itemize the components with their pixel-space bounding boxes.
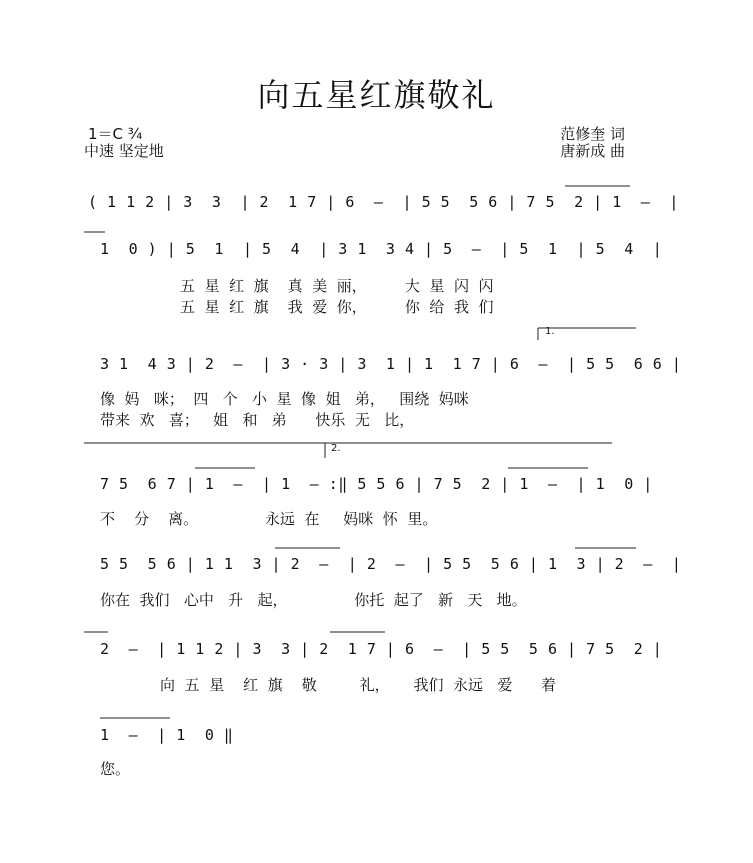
lyricist-credit: 范修奎 词 (560, 125, 625, 143)
lyric-line-3-verse-2: 带来 欢 喜； 姐 和 弟 快乐 无 比， (100, 411, 415, 429)
score-line-4: 7 5 6 7 | 1 – | 1 – :‖ 5 5 6 | 7 5 2 | 1 – | 1 0 | (100, 475, 653, 493)
lyric-line-2-verse-1: 五 星 红 旗 真 美 丽， 大 星 闪 闪 (180, 277, 494, 295)
lyric-line-2-verse-2: 五 星 红 旗 我 爱 你， 你 给 我 们 (180, 298, 494, 316)
score-line-1: ( 1 1 2 | 3 3 | 2 1 7 | 6 – | 5 5 5 6 | 7 5 2 | 1 – | (88, 193, 679, 211)
lyric-line-7: 您。 (100, 760, 131, 778)
key-signature: 1＝C ¾ (88, 125, 143, 143)
composer-credit: 唐新成 曲 (560, 142, 625, 160)
lyric-line-6: 向 五 星 红 旗 敬 礼， 我们 永远 爱 着 (160, 676, 556, 694)
score-line-5: 5 5 5 6 | 1 1 3 | 2 – | 2 – | 5 5 5 6 | 1 3 | 2 – | (100, 555, 682, 573)
score-line-3: 3 1 4 3 | 2 – | 3 · 3 | 3 1 | 1 1 7 | 6 – | 5 5 6 6 | (100, 355, 682, 373)
score-line-7: 1 – | 1 0 ‖ (100, 726, 234, 744)
lyric-line-3-verse-1: 像 妈 咪； 四 个 小 星 像 姐 弟， 围绕 妈咪 (100, 390, 469, 408)
score-line-2: 1 0 ) | 5 1 | 5 4 | 3 1 3 4 | 5 – | 5 1 | 5 4 | (100, 240, 663, 258)
song-title: 向五星红旗敬礼 (257, 76, 496, 114)
lyric-line-5: 你在 我们 心中 升 起， 你托 起了 新 天 地。 (100, 591, 527, 609)
volta-second: 2. (331, 443, 341, 454)
score-line-6: 2 – | 1 1 2 | 3 3 | 2 1 7 | 6 – | 5 5 5 6 | 7 5 2 | (100, 640, 663, 658)
lyric-line-4: 不 分 离。 永远 在 妈咪 怀 里。 (100, 510, 438, 528)
tempo-marking: 中速 坚定地 (84, 142, 164, 160)
volta-first: 1. (545, 326, 555, 337)
